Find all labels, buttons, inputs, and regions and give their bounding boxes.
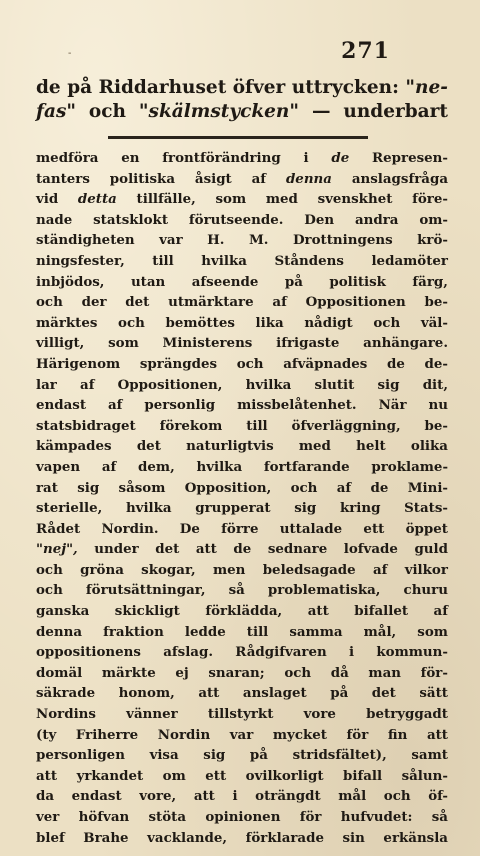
text-word: om-	[419, 211, 448, 228]
text-word: endast	[71, 788, 122, 805]
text-word: åsigt	[194, 170, 232, 187]
text-word: väl-	[420, 314, 448, 331]
text-word: var	[159, 232, 183, 249]
text-word: be-	[424, 294, 448, 311]
text-word: När	[378, 397, 407, 414]
text-line	[36, 642, 448, 663]
text-word: kämpades	[36, 438, 112, 455]
text-word: sätt	[419, 685, 448, 702]
text-word: snaran;	[208, 664, 265, 681]
text-word: denna	[285, 170, 332, 187]
text-word: som	[215, 191, 247, 208]
text-word: dit,	[422, 376, 448, 393]
text-line	[36, 478, 448, 499]
text-word: förklädda,	[205, 603, 283, 620]
text-line	[36, 354, 448, 375]
text-line	[36, 169, 448, 190]
text-word: vore	[303, 706, 336, 723]
text-word: så	[228, 582, 245, 599]
text-word: vänner	[126, 706, 178, 723]
text-word: om	[162, 767, 186, 784]
heading-word: Riddarhuset	[98, 77, 227, 98]
text-word: de	[370, 479, 389, 496]
text-line	[36, 725, 448, 746]
text-word: be-	[424, 417, 448, 434]
text-line	[36, 498, 448, 519]
text-word: vilkor	[404, 561, 448, 578]
text-word: märkte	[101, 664, 156, 681]
text-word: Nordin.	[101, 520, 159, 537]
text-word: att	[198, 685, 220, 702]
text-word: stöta	[148, 809, 187, 825]
text-word: proklame-	[371, 458, 448, 475]
text-word: visa	[149, 747, 179, 764]
text-word: domäl	[36, 664, 83, 681]
text-word: Nordins	[36, 706, 96, 723]
text-line	[36, 210, 448, 231]
text-line	[36, 519, 448, 540]
text-word: fraktion	[103, 623, 164, 640]
text-line	[36, 230, 448, 251]
text-word: så	[431, 809, 448, 825]
text-word: det	[125, 294, 150, 311]
text-line	[36, 272, 448, 293]
text-line	[36, 148, 448, 169]
text-word: De	[179, 520, 200, 537]
text-line	[36, 436, 448, 457]
text-word: af	[101, 458, 117, 475]
text-word: de	[331, 150, 350, 166]
text-word: helt	[356, 438, 386, 455]
heading-word: "skälmstycken"	[138, 101, 300, 122]
text-line	[36, 189, 448, 210]
text-word: mycket	[272, 726, 327, 743]
text-word: nade	[36, 211, 73, 228]
text-word: Stats-	[404, 500, 448, 517]
text-word: oträngdt	[255, 788, 321, 805]
text-word: politiska	[109, 170, 176, 187]
text-word: i	[303, 150, 309, 166]
text-word: bifall	[343, 767, 383, 784]
text-word: sig	[377, 376, 400, 393]
text-word: och	[36, 582, 63, 599]
text-word: samma	[289, 623, 343, 640]
text-word: utmärktare	[168, 294, 254, 311]
heading-word: fas"	[36, 101, 76, 122]
text-line	[36, 766, 448, 787]
text-word: till	[246, 623, 269, 640]
text-word: personlig	[144, 397, 216, 414]
text-line	[36, 560, 448, 581]
text-word: afväpnades	[283, 355, 368, 372]
text-word: anslaget	[242, 685, 307, 702]
text-word: före-	[412, 191, 448, 208]
text-word: sprängdes	[139, 355, 218, 372]
text-word: Den	[304, 211, 335, 228]
text-word: vid	[36, 191, 59, 208]
page-mark: -	[68, 48, 72, 59]
text-word: man	[368, 664, 401, 681]
text-word: att	[426, 726, 448, 743]
text-word: hufvudet:	[340, 809, 413, 825]
text-word: kring	[339, 500, 381, 517]
text-word: Drottningens	[292, 232, 393, 249]
text-word: de	[233, 541, 252, 558]
text-word: hvilka	[125, 500, 172, 517]
text-word: sterielle,	[36, 500, 103, 517]
text-word: i	[232, 788, 238, 805]
text-word: af	[251, 170, 267, 187]
text-word: med	[298, 438, 331, 455]
text-word: Opposition,	[184, 479, 272, 496]
text-word: tillstyrkt	[207, 706, 274, 723]
text-line	[36, 704, 448, 725]
page-number: 271	[341, 38, 390, 64]
text-word: betryggadt	[366, 706, 448, 723]
text-word: H.	[207, 232, 225, 249]
text-word: anhängare.	[363, 335, 448, 352]
text-word: yrkandet	[76, 767, 144, 784]
text-word: missbelåtenhet.	[237, 397, 357, 414]
heading-word: —	[311, 101, 331, 122]
text-word: Mini-	[407, 479, 448, 496]
text-word: samt	[411, 747, 448, 764]
text-word: af	[336, 479, 352, 496]
text-word: nu	[428, 397, 448, 414]
text-word: Nordin	[157, 726, 211, 743]
text-word: af	[80, 376, 95, 393]
text-word: att	[36, 767, 58, 784]
text-word: dem,	[138, 458, 175, 475]
text-word: ovilkorligt	[245, 767, 324, 784]
text-word: hvilka	[245, 376, 292, 393]
text-word: Rådet	[36, 520, 81, 537]
text-line	[36, 786, 448, 807]
text-word: politisk	[329, 273, 386, 290]
text-line	[36, 807, 448, 828]
text-word: de	[386, 355, 405, 372]
text-word: blef	[36, 829, 65, 846]
text-word: utan	[130, 273, 166, 290]
text-word: men	[212, 561, 246, 578]
text-word: ej	[175, 664, 189, 681]
text-word: Ståndens	[274, 252, 344, 269]
text-word: beledsagade	[262, 561, 356, 578]
text-line	[36, 416, 448, 437]
heading-word: öfver	[232, 77, 286, 98]
text-word: krö-	[417, 232, 448, 249]
text-word: uttalade	[279, 520, 343, 537]
text-line	[36, 457, 448, 478]
text-word: och	[383, 788, 411, 805]
text-line	[36, 313, 448, 334]
text-word: "nej",	[36, 541, 78, 558]
text-word: af	[372, 561, 388, 578]
text-word: det	[136, 438, 161, 455]
text-word: personligen	[36, 747, 125, 764]
text-word: som	[417, 623, 448, 640]
text-word: på	[249, 747, 268, 764]
text-word: sig	[77, 479, 100, 496]
text-word: anslagsfråga	[351, 170, 448, 187]
text-word: Härigenom	[36, 355, 121, 372]
text-word: af	[108, 397, 123, 414]
text-line	[36, 251, 448, 272]
text-word: ett	[363, 520, 385, 537]
text-word: der	[81, 294, 107, 311]
text-word: Oppositionen	[305, 294, 406, 311]
text-word: villigt,	[36, 335, 85, 352]
text-word: erkänsla	[383, 829, 448, 846]
text-word: sålun-	[401, 767, 448, 784]
text-word: i	[349, 644, 355, 661]
text-word: Friherre	[75, 726, 139, 743]
text-word: tanters	[36, 170, 90, 187]
heading-word: underbart	[343, 101, 448, 122]
text-word: fortfarande	[263, 458, 350, 475]
text-word: grupperat	[195, 500, 271, 517]
text-word: da	[36, 788, 55, 805]
text-word: problematiska,	[267, 582, 381, 599]
text-word: statsbidraget	[36, 417, 136, 434]
text-word: öfverläggning,	[291, 417, 401, 434]
text-word: och	[284, 664, 312, 681]
text-word: Oppositionen,	[117, 376, 223, 393]
text-word: opinionen	[205, 809, 281, 825]
text-line	[36, 601, 448, 622]
text-line	[36, 663, 448, 684]
text-word: af	[433, 603, 448, 620]
text-word: afseende	[191, 273, 259, 290]
text-word: lika	[255, 314, 284, 331]
text-word: att	[307, 603, 329, 620]
text-word: sig	[203, 747, 226, 764]
text-word: förklarade	[245, 829, 324, 846]
text-word: vacklande,	[147, 829, 228, 846]
text-word: statsklokt	[93, 211, 169, 228]
text-line	[36, 333, 448, 354]
text-word: churu	[403, 582, 448, 599]
text-word: ständigheten	[36, 232, 135, 249]
text-word: medföra	[36, 150, 99, 166]
text-word: och	[290, 479, 318, 496]
text-word: och	[36, 561, 63, 578]
text-word: vapen	[36, 458, 81, 475]
text-word: till	[152, 252, 174, 269]
text-word: lofvade	[343, 541, 398, 558]
text-word: olika	[410, 438, 448, 455]
text-word: att	[193, 788, 215, 805]
text-line	[36, 539, 448, 560]
section-divider	[108, 136, 368, 139]
text-word: och	[118, 314, 145, 331]
text-word: hvilka	[196, 458, 243, 475]
text-word: det	[155, 541, 180, 558]
heading-line-1	[36, 76, 448, 100]
text-word: oppositionens	[36, 644, 141, 661]
text-word: säkrade	[36, 685, 96, 702]
heading-word: de	[36, 77, 61, 98]
text-word: förekom	[159, 417, 223, 434]
text-word: ledamöter	[371, 252, 448, 269]
heading-word: uttrycken:	[291, 77, 399, 98]
text-line	[36, 292, 448, 313]
text-word: svenskhet	[317, 191, 393, 208]
text-word: såsom	[118, 479, 166, 496]
text-word: ganska	[36, 603, 90, 620]
text-word: nådigt	[304, 314, 353, 331]
text-word: och	[236, 355, 264, 372]
text-word: de-	[424, 355, 448, 372]
heading-line-2	[36, 100, 448, 124]
text-line	[36, 745, 448, 766]
text-line	[36, 395, 448, 416]
text-word: Represen-	[372, 150, 448, 166]
text-word: för	[346, 726, 369, 743]
text-word: inbjödos,	[36, 273, 105, 290]
text-word: Brahe	[83, 829, 129, 846]
text-word: ifrigaste	[276, 335, 340, 352]
text-word: endast	[36, 397, 87, 414]
text-word: sednare	[267, 541, 328, 558]
text-word: och	[373, 314, 401, 331]
text-word: förutsättningar,	[85, 582, 206, 599]
text-word: ver	[36, 809, 60, 825]
text-word: det	[371, 685, 396, 702]
text-word: att	[195, 541, 217, 558]
text-word: frontförändring	[162, 150, 281, 166]
text-word: ledde	[184, 623, 226, 640]
text-word: tillfälle,	[136, 191, 196, 208]
text-line	[36, 622, 448, 643]
text-word: förre	[221, 520, 259, 537]
text-word: denna	[36, 623, 83, 640]
text-word: som	[108, 335, 139, 352]
text-word: sin	[342, 829, 365, 846]
heading-word: "ne-	[405, 77, 448, 98]
text-word: hvilka	[201, 252, 247, 269]
text-word: honom,	[118, 685, 175, 702]
text-word: öf-	[428, 788, 448, 805]
text-word: rat	[36, 479, 58, 496]
text-word: (ty	[36, 726, 57, 743]
text-word: mål	[338, 788, 367, 805]
text-word: fin	[387, 726, 408, 743]
text-word: med	[265, 191, 298, 208]
text-word: ningsfester,	[36, 252, 125, 269]
text-word: bemöttes	[165, 314, 235, 331]
text-line	[36, 580, 448, 601]
text-word: förutseende.	[188, 211, 284, 228]
text-word: mål,	[363, 623, 397, 640]
text-word: en	[121, 150, 140, 166]
body-paragraph	[36, 148, 448, 848]
text-word: slutit	[314, 376, 355, 393]
text-word: skickligt	[114, 603, 180, 620]
text-word: Rådgifvaren	[235, 644, 327, 661]
text-line	[36, 375, 448, 396]
text-word: M.	[248, 232, 269, 249]
heading-word: på	[67, 77, 93, 98]
text-word: höfvan	[78, 809, 130, 825]
text-word: andra	[354, 211, 399, 228]
text-word: ett	[205, 767, 227, 784]
text-word: och	[36, 294, 63, 311]
text-line	[36, 828, 448, 849]
text-word: färg,	[412, 273, 448, 290]
text-word: guld	[414, 541, 448, 558]
text-word: öppet	[405, 520, 448, 537]
text-word: skogar,	[141, 561, 196, 578]
heading-word: och	[88, 101, 126, 122]
text-word: detta	[77, 191, 117, 208]
text-word: stridsfältet),	[292, 747, 387, 764]
heading-text	[36, 76, 448, 124]
text-word: märktes	[36, 314, 98, 331]
text-word: för-	[420, 664, 448, 681]
text-word: för	[299, 809, 322, 825]
text-word: afslag.	[163, 644, 213, 661]
text-word: lar	[36, 376, 57, 393]
text-line	[36, 683, 448, 704]
text-word: då	[330, 664, 349, 681]
text-word: sig	[294, 500, 317, 517]
text-word: bifallet	[354, 603, 409, 620]
text-word: vore,	[139, 788, 177, 805]
text-word: gröna	[80, 561, 124, 578]
text-word: af	[272, 294, 287, 311]
text-word: till	[246, 417, 268, 434]
text-word: kommun-	[376, 644, 448, 661]
text-word: Ministerens	[162, 335, 253, 352]
text-word: på	[284, 273, 303, 290]
text-word: var	[229, 726, 254, 743]
text-word: under	[94, 541, 139, 558]
text-word: naturligtvis	[186, 438, 274, 455]
text-word: på	[330, 685, 349, 702]
